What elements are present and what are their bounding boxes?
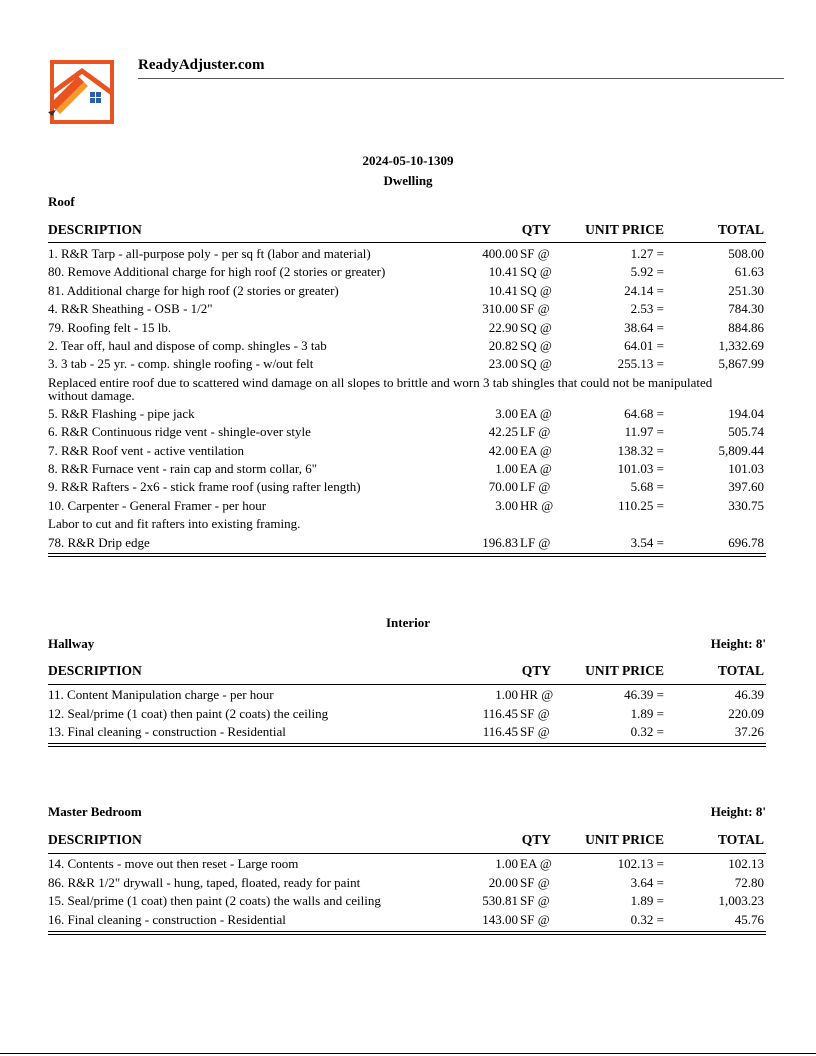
line-item-row	[48, 264, 766, 282]
line-item-description: 7. R&R Roof vent - active ventilation	[48, 442, 245, 458]
line-item-unit: SF @	[520, 911, 550, 927]
line-item-unit-price: 255.13 =	[617, 356, 664, 372]
hallway-table-end-rule	[48, 743, 766, 747]
line-item-total: 784.30	[728, 301, 764, 317]
line-item-unit: SF @	[520, 724, 550, 739]
line-item-unit: SF @	[520, 874, 550, 890]
line-item-row	[48, 875, 766, 893]
header-qty: QTY	[521, 222, 551, 237]
master-bedroom-title: Master Bedroom	[48, 804, 142, 819]
master-table-header	[48, 832, 766, 850]
line-item-unit-price: 64.01 =	[624, 338, 664, 353]
master-bedroom-height: Height: 8'	[710, 804, 766, 819]
line-item-total: 1,332.69	[718, 338, 764, 353]
header-total: TOTAL	[717, 222, 764, 237]
line-item-unit: SF @	[520, 893, 550, 908]
roof-table-header	[48, 222, 766, 240]
line-item-qty: 10.41	[488, 282, 518, 298]
line-item-unit: SF @	[520, 246, 550, 261]
line-item-row	[48, 246, 766, 264]
header-total: TOTAL	[717, 663, 764, 678]
line-item-qty: 116.45	[482, 705, 518, 721]
line-item-qty: 10.41	[488, 264, 518, 280]
line-item-total: 72.80	[734, 874, 764, 890]
line-item-row	[48, 724, 766, 742]
line-item-total: 5,867.99	[718, 356, 764, 372]
line-item-description: 15. Seal/prime (1 coat) then paint (2 coats) the walls and ceiling	[48, 893, 381, 908]
line-item-total: 101.03	[728, 460, 764, 476]
line-item-unit-price: 138.32 =	[617, 442, 664, 458]
structure-title: Dwelling	[383, 173, 433, 188]
line-item-unit-price: 5.68 =	[630, 479, 664, 495]
line-item-description: 10. Carpenter - General Framer - per hour	[48, 497, 267, 513]
line-item-row	[48, 479, 766, 497]
line-item-description: 2. Tear off, haul and dispose of comp. shingles - 3 tab	[48, 338, 327, 353]
line-item-unit: SQ @	[520, 319, 552, 335]
line-item-unit-price: 46.39 =	[624, 687, 664, 702]
line-item-unit-price: 38.64 =	[624, 319, 664, 335]
line-item-unit-price: 0.32 =	[630, 911, 664, 927]
line-item-description: 16. Final cleaning - construction - Residential	[48, 911, 286, 927]
hallway-title: Hallway	[48, 636, 95, 651]
header-qty: QTY	[521, 832, 551, 847]
line-item-total: 884.86	[728, 319, 764, 335]
hallway-table-header	[48, 663, 766, 681]
master-table-end-rule	[48, 931, 766, 935]
line-item-unit: EA @	[520, 856, 552, 871]
line-item-row	[48, 301, 766, 319]
line-item-unit: LF @	[520, 479, 551, 495]
rafter-note: Labor to cut and fit rafters into existing framing.	[48, 516, 301, 531]
line-item-total: 45.76	[734, 911, 764, 927]
line-item-description: 1. R&R Tarp - all-purpose poly - per sq ft (labor and material)	[48, 246, 371, 261]
line-item-description: 8. R&R Furnace vent - rain cap and storm collar, 6"	[48, 460, 318, 476]
line-item-qty: 400.00	[482, 246, 518, 261]
hallway-height: Height: 8'	[710, 636, 766, 651]
line-item-qty: 20.00	[488, 874, 518, 890]
line-item-row	[48, 535, 766, 553]
line-item-description: 3. 3 tab - 25 yr. - comp. shingle roofing - w/out felt	[48, 356, 314, 372]
line-item-total: 102.13	[728, 856, 764, 871]
line-item-qty: 1.00	[495, 460, 518, 476]
roof-note-line-1: Replaced entire roof due to scattered wind damage on all slopes to brittle and worn 3 tab shingles that could not be manipulated	[48, 375, 713, 390]
line-item-description: 14. Contents - move out then reset - Large room	[48, 856, 299, 871]
line-item-unit: SQ @	[520, 338, 552, 353]
line-item-unit: SQ @	[520, 356, 552, 372]
header-description: DESCRIPTION	[48, 222, 142, 237]
line-item-qty: 3.00	[495, 406, 518, 421]
estimate-id: 2024-05-10-1309	[362, 153, 454, 168]
line-item-description: 4. R&R Sheathing - OSB - 1/2"	[48, 301, 213, 317]
line-item-qty: 1.00	[495, 856, 518, 871]
line-item-row	[48, 687, 766, 705]
line-item-unit-price: 3.64 =	[630, 874, 664, 890]
line-item-row	[48, 498, 766, 516]
line-item-unit-price: 2.53 =	[630, 301, 664, 317]
line-item-unit-price: 1.89 =	[630, 705, 664, 721]
line-item-unit-price: 5.92 =	[630, 264, 664, 280]
header-description: DESCRIPTION	[48, 832, 142, 847]
line-item-unit: EA @	[520, 460, 552, 476]
brand-divider	[138, 78, 784, 79]
line-item-qty: 196.83	[482, 535, 518, 550]
roof-note-line-2: without damage.	[48, 388, 135, 403]
roof-header-rule	[48, 242, 766, 243]
line-item-unit-price: 11.97 =	[624, 424, 664, 440]
line-item-description: 79. Roofing felt - 15 lb.	[48, 319, 172, 335]
line-item-qty: 22.90	[488, 319, 518, 335]
line-item-row	[48, 283, 766, 301]
line-item-row	[48, 424, 766, 442]
line-item-description: 86. R&R 1/2" drywall - hung, taped, floated, ready for paint	[48, 874, 361, 890]
line-item-row	[48, 912, 766, 930]
line-item-total: 194.04	[728, 406, 764, 421]
line-item-row	[48, 856, 766, 874]
header-unit-price: UNIT PRICE	[585, 832, 664, 847]
roof-table-end-rule	[48, 553, 766, 557]
line-item-total: 37.26	[734, 724, 764, 739]
brand-name: ReadyAdjuster.com	[138, 57, 265, 73]
line-item-total: 330.75	[728, 497, 764, 513]
line-item-unit-price: 3.54 =	[630, 535, 664, 550]
page-footer-rule	[0, 1053, 816, 1054]
line-item-unit-price: 110.25 =	[618, 497, 664, 513]
line-item-unit: SF @	[520, 705, 550, 721]
line-item-row	[48, 338, 766, 356]
line-item-unit: EA @	[520, 442, 552, 458]
line-item-row	[48, 406, 766, 424]
line-item-qty: 310.00	[482, 301, 518, 317]
line-item-description: 13. Final cleaning - construction - Residential	[48, 724, 286, 739]
line-item-unit-price: 1.27 =	[630, 246, 664, 261]
line-item-description: 81. Additional charge for high roof (2 stories or greater)	[48, 282, 339, 298]
line-item-total: 220.09	[728, 705, 764, 721]
line-item-row	[48, 461, 766, 479]
line-item-unit-price: 64.68 =	[624, 406, 664, 421]
line-item-description: 5. R&R Flashing - pipe jack	[48, 406, 195, 421]
line-item-unit-price: 1.89 =	[630, 893, 664, 908]
roof-title: Roof	[48, 194, 75, 209]
line-item-unit-price: 24.14 =	[624, 282, 664, 298]
line-item-total: 696.78	[728, 535, 764, 550]
line-item-total: 505.74	[728, 424, 764, 440]
line-item-total: 508.00	[728, 246, 764, 261]
line-item-description: 78. R&R Drip edge	[48, 535, 150, 550]
line-item-qty: 1.00	[495, 687, 518, 702]
line-item-qty: 42.25	[488, 424, 518, 440]
line-item-total: 397.60	[728, 479, 764, 495]
header-description: DESCRIPTION	[48, 663, 142, 678]
line-item-description: 11. Content Manipulation charge - per hour	[48, 687, 274, 702]
line-item-row	[48, 320, 766, 338]
line-item-qty: 3.00	[495, 497, 518, 513]
line-item-unit: SQ @	[520, 282, 552, 298]
line-item-unit: EA @	[520, 406, 552, 421]
line-item-unit: SF @	[520, 301, 550, 317]
line-item-qty: 70.00	[488, 479, 518, 495]
line-item-row	[48, 893, 766, 911]
line-item-total: 46.39	[734, 687, 764, 702]
line-item-unit-price: 0.32 =	[630, 724, 664, 739]
line-item-description: 12. Seal/prime (1 coat) then paint (2 coats) the ceiling	[48, 705, 329, 721]
header-qty: QTY	[521, 663, 551, 678]
line-item-unit: HR @	[520, 687, 554, 702]
line-item-total: 251.30	[728, 282, 764, 298]
line-item-qty: 42.00	[488, 442, 518, 458]
line-item-row	[48, 706, 766, 724]
line-item-description: 80. Remove Additional charge for high roof (2 stories or greater)	[48, 264, 386, 280]
interior-title: Interior	[385, 615, 431, 630]
line-item-total: 5,809.44	[718, 442, 764, 458]
line-item-unit: HR @	[520, 497, 554, 513]
roof-note	[48, 376, 748, 402]
line-item-qty: 20.82	[488, 338, 518, 353]
line-item-description: 9. R&R Rafters - 2x6 - stick frame roof (using rafter length)	[48, 479, 361, 495]
line-item-qty: 23.00	[488, 356, 518, 372]
line-item-qty: 143.00	[482, 911, 518, 927]
header-total: TOTAL	[717, 832, 764, 847]
line-item-unit: SQ @	[520, 264, 552, 280]
line-item-unit-price: 102.13 =	[617, 856, 664, 871]
line-item-row	[48, 443, 766, 461]
line-item-unit: LF @	[520, 424, 551, 440]
line-item-qty: 116.45	[482, 724, 518, 739]
header-unit-price: UNIT PRICE	[585, 222, 664, 237]
line-item-unit-price: 101.03 =	[617, 460, 664, 476]
line-item-total: 61.63	[734, 264, 764, 280]
line-item-total: 1,003.23	[718, 893, 764, 908]
readyadjuster-logo-icon	[48, 60, 114, 124]
line-item-qty: 530.81	[482, 893, 518, 908]
hallway-header-rule	[48, 684, 766, 685]
line-item-row	[48, 356, 766, 374]
line-item-unit: LF @	[520, 535, 551, 550]
header-unit-price: UNIT PRICE	[585, 663, 664, 678]
line-item-description: 6. R&R Continuous ridge vent - shingle-over style	[48, 424, 311, 440]
master-header-rule	[48, 853, 766, 854]
